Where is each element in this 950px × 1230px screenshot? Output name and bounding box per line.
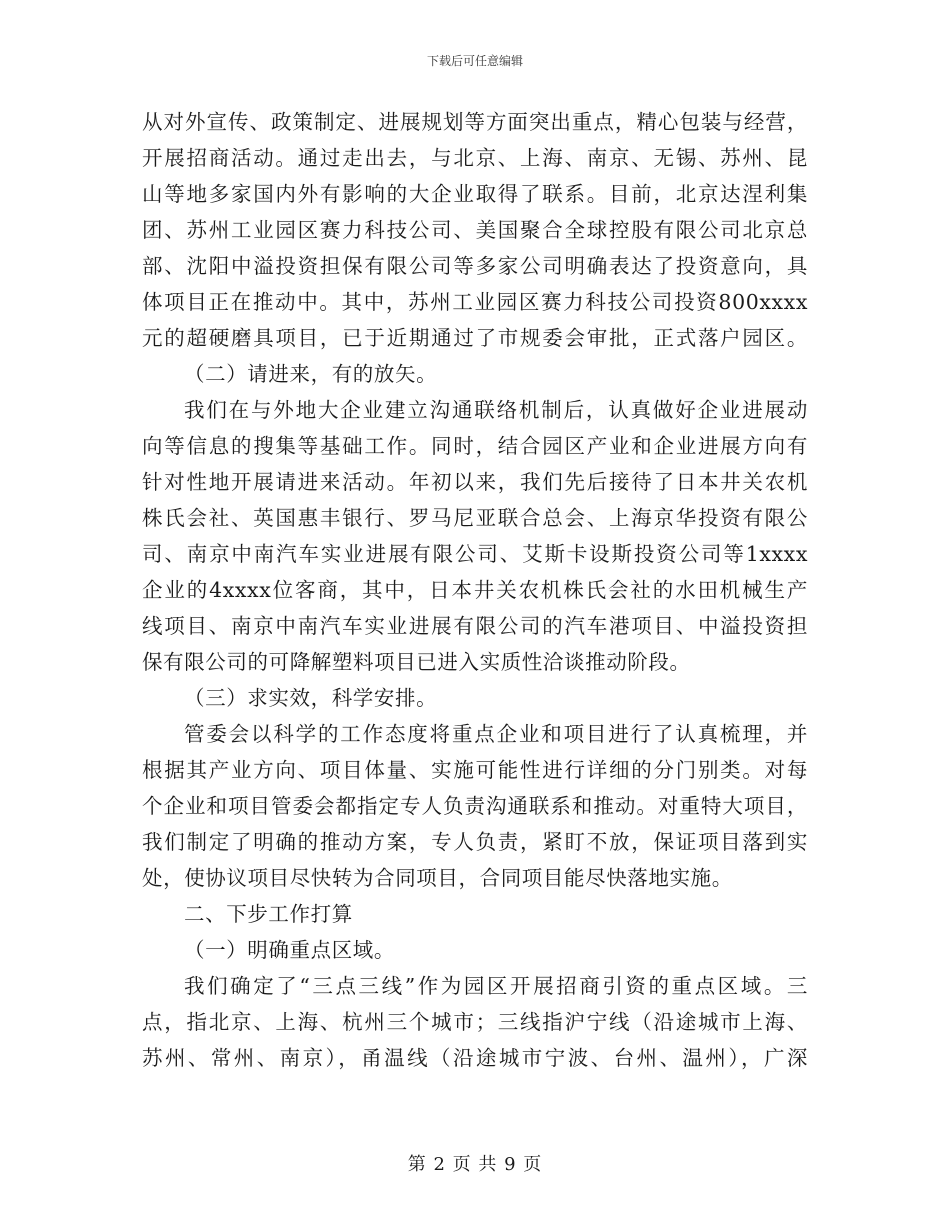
text-line: （一）明确重点区域。 xyxy=(184,938,395,962)
text-line: 企业的4xxxx位客商，其中，日本井关农机株氏会社的水田机械生产 xyxy=(142,578,808,602)
text-line: 开展招商活动。通过走出去，与北京、上海、南京、无锡、苏州、昆 xyxy=(142,146,808,170)
text-line: 从对外宣传、政策制定、进展规划等方面突出重点，精心包装与经营， xyxy=(142,110,808,134)
text-line: 团、苏州工业园区赛力科技公司、美国聚合全球控股有限公司北京总 xyxy=(142,218,808,242)
page-footer: 第 2 页 共 9 页 xyxy=(407,1154,543,1175)
text-line: 部、沈阳中溢投资担保有限公司等多家公司明确表达了投资意向，具 xyxy=(142,254,808,278)
text-line: 山等地多家国内外有影响的大企业取得了联系。目前，北京达涅利集 xyxy=(142,182,808,206)
text-line: 元的超硬磨具项目，已于近期通过了市规委会审批，正式落户园区。 xyxy=(142,326,808,350)
text-line: 司、南京中南汽车实业进展有限公司、艾斯卡设斯投资公司等1xxxx xyxy=(142,542,808,566)
text-line: 苏州、常州、南京），甬温线（沿途城市宁波、台州、温州），广深 xyxy=(142,1046,808,1070)
text-line: 针对性地开展请进来活动。年初以来，我们先后接待了日本井关农机 xyxy=(142,470,808,494)
document-body xyxy=(142,104,808,1076)
text-line: 二、下步工作打算 xyxy=(184,902,353,926)
text-line: 管委会以科学的工作态度将重点企业和项目进行了认真梳理，并 xyxy=(184,722,808,746)
text-line: 我们制定了明确的推动方案，专人负责，紧盯不放，保证项目落到实 xyxy=(142,830,808,854)
text-line: （二）请进来，有的放矢。 xyxy=(184,362,438,386)
text-line: 处，使协议项目尽快转为合同项目，合同项目能尽快落地实施。 xyxy=(142,866,733,890)
text-line: 点，指北京、上海、杭州三个城市；三线指沪宁线（沿途城市上海、 xyxy=(142,1010,808,1034)
text-line: （三）求实效，科学安排。 xyxy=(184,686,438,710)
text-line: 我们在与外地大企业建立沟通联络机制后，认真做好企业进展动 xyxy=(184,398,808,422)
text-line: 线项目、南京中南汽车实业进展有限公司的汽车港项目、中溢投资担 xyxy=(142,614,808,638)
text-line: 保有限公司的可降解塑料项目已进入实质性洽谈推动阶段。 xyxy=(142,650,691,674)
text-line: 个企业和项目管委会都指定专人负责沟通联系和推动。对重特大项目， xyxy=(142,794,808,818)
text-line: 我们确定了“三点三线”作为园区开展招商引资的重点区域。三 xyxy=(184,974,808,998)
text-line: 体项目正在推动中。其中，苏州工业园区赛力科技公司投资800xxxx xyxy=(142,290,808,314)
text-line: 向等信息的搜集等基础工作。同时，结合园区产业和企业进展方向有 xyxy=(142,434,808,458)
text-line: 根据其产业方向、项目体量、实施可能性进行详细的分门别类。对每 xyxy=(142,758,808,782)
text-line: 株氏会社、英国惠丰银行、罗马尼亚联合总会、上海京华投资有限公 xyxy=(142,506,808,530)
page-header: 下载后可任意编辑 xyxy=(426,54,523,68)
